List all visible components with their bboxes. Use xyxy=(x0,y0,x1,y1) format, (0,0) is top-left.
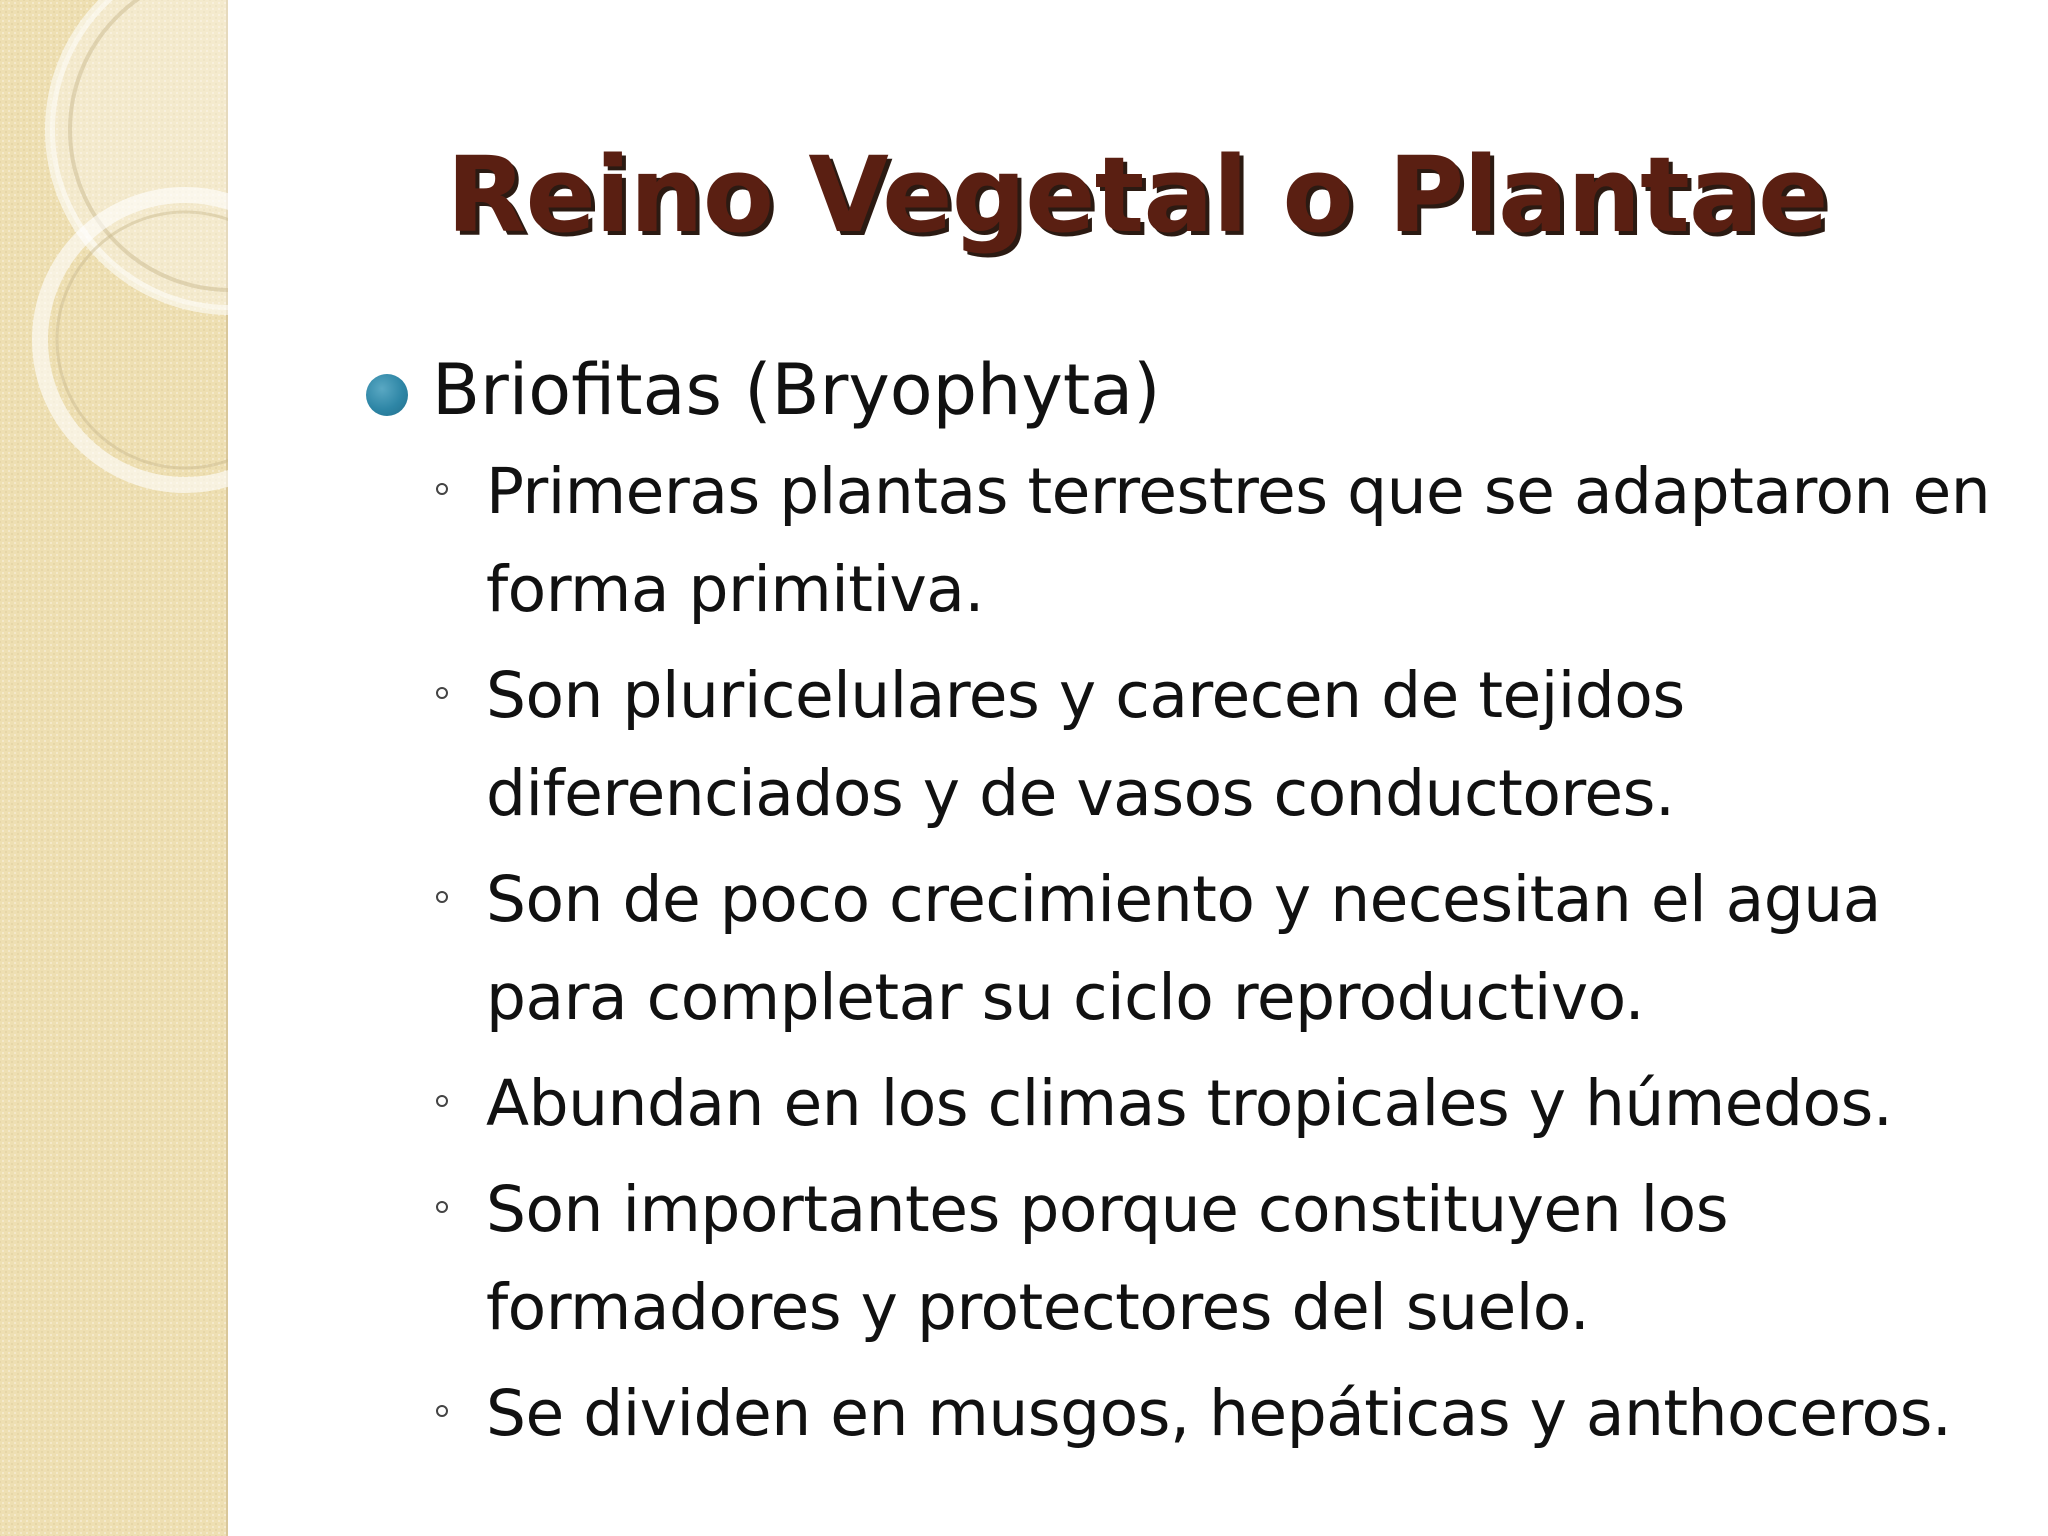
sub-bullet-ring-icon xyxy=(436,687,448,699)
sub-bullet-text: Se dividen en musgos, hepáticas y anthoceros. xyxy=(486,1376,1952,1450)
sub-bullet-text: Primeras plantas terrestres que se adaptaron en forma primitiva. xyxy=(486,454,1991,626)
sub-bullet-text: Son pluricelulares y carecen de tejidos diferenciados y de vasos conductores. xyxy=(486,658,1685,830)
sub-bullet-ring-icon xyxy=(436,1201,448,1213)
sub-bullet-ring-icon xyxy=(436,1095,448,1107)
sub-bullet-ring-icon xyxy=(436,891,448,903)
sub-bullet-item xyxy=(360,1055,2000,1153)
bullet-text: Briofitas (Bryophyta) xyxy=(432,349,1161,431)
sub-bullet-list xyxy=(360,443,2000,1463)
sub-bullet-ring-icon xyxy=(436,1405,448,1417)
sub-bullet-text: Son de poco crecimiento y necesitan el agua para completar su ciclo reproductivo. xyxy=(486,862,1881,1034)
bullet-dot-icon xyxy=(366,374,408,416)
sub-bullet-item xyxy=(360,647,2000,843)
sub-bullet-item xyxy=(360,1365,2000,1463)
bullet-item xyxy=(360,350,2000,431)
decorative-rings xyxy=(0,0,228,520)
sub-bullet-item xyxy=(360,443,2000,639)
sub-bullet-item xyxy=(360,1161,2000,1357)
sub-bullet-ring-icon xyxy=(436,483,448,495)
sub-bullet-text: Abundan en los climas tropicales y húmedos. xyxy=(486,1066,1893,1140)
slide-content xyxy=(360,350,2000,1471)
sub-bullet-item xyxy=(360,851,2000,1047)
sub-bullet-text: Son importantes porque constituyen los formadores y protectores del suelo. xyxy=(486,1172,1729,1344)
slide-title: Reino Vegetal o Plantae xyxy=(446,134,1828,256)
